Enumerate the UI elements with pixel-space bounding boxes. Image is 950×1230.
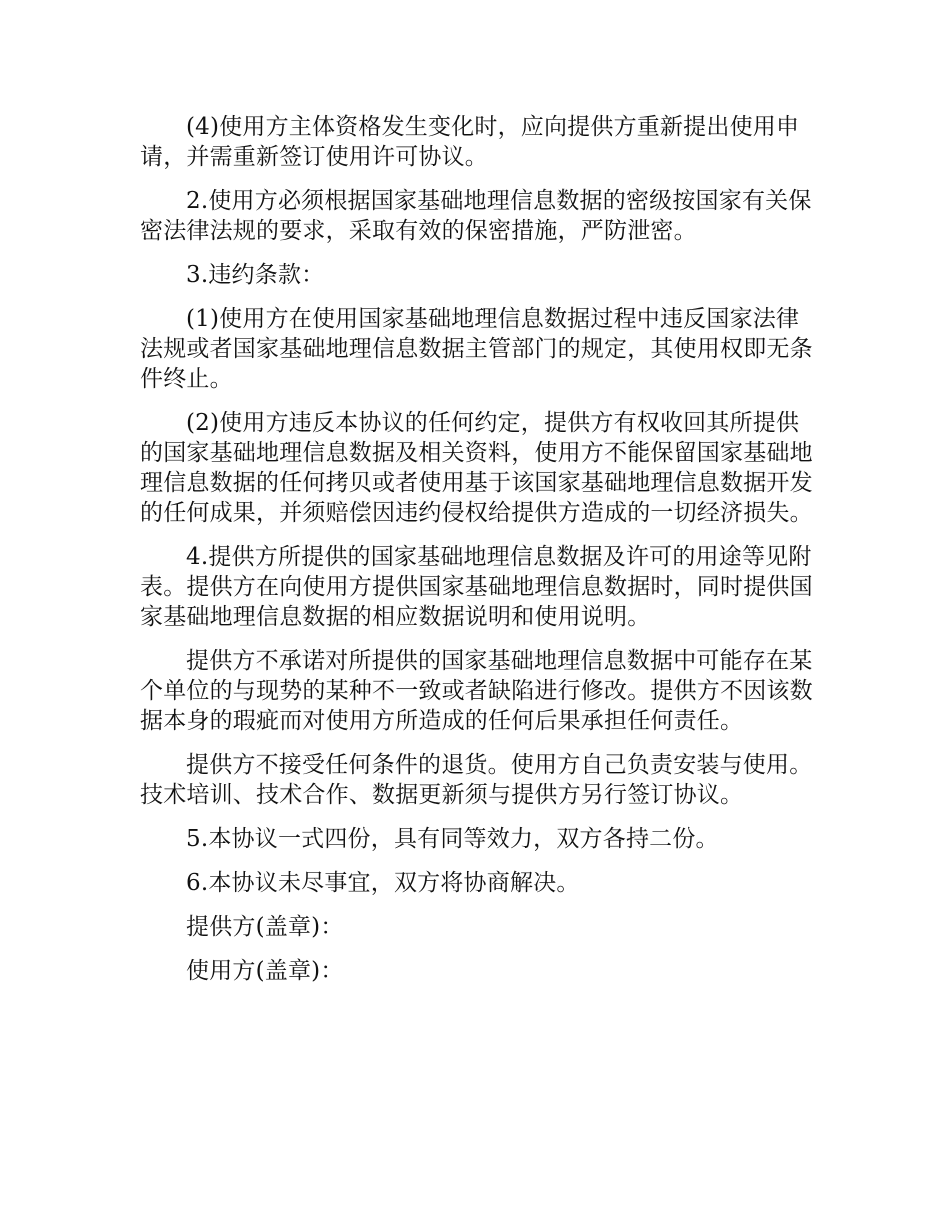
provider-seal-line: 提供方(盖章)： (186, 914, 344, 940)
user-seal-line: 使用方(盖章)： (186, 958, 344, 984)
no-return-paragraph: 提供方不接受任何条件的退货。使用方自己负责安装与使用。技术培训、技术合作、数据更新须与提供方另行签订协议。 (140, 752, 813, 808)
clause-3-2: (2)使用方违反本协议的任何约定，提供方有权收回其所提供的国家基础地理信息数据及相关资料，使用方不能保留国家基础地理信息数据的任何拷贝或者使用基于该国家基础地理信息数据开发的任何成果，并须赔偿因违约侵权给提供方造成的一切经济损失。 (140, 410, 813, 526)
clause-3-heading: 3.违约条款： (186, 262, 325, 288)
clause-2: 2.使用方必须根据国家基础地理信息数据的密级按国家有关保密法律法规的要求，采取有效的保密措施，严防泄密。 (140, 188, 812, 244)
clause-4: 4.提供方所提供的国家基础地理信息数据及许可的用途等见附表。提供方在向使用方提供国家基础地理信息数据时，同时提供国家基础地理信息数据的相应数据说明和使用说明。 (140, 544, 813, 630)
disclaimer-paragraph: 提供方不承诺对所提供的国家基础地理信息数据中可能存在某个单位的与现势的某种不一致或者缺陷进行修改。提供方不因该数据本身的瑕疵而对使用方所造成的任何后果承担任何责任。 (140, 648, 813, 734)
clause-3-1: (1)使用方在使用国家基础地理信息数据过程中违反国家法律法规或者国家基础地理信息数据主管部门的规定，其使用权即无条件终止。 (140, 306, 813, 392)
clause-5: 5.本协议一式四份，具有同等效力，双方各持二份。 (186, 826, 719, 852)
clause-4-4: (4)使用方主体资格发生变化时，应向提供方重新提出使用申请，并需重新签订使用许可协议。 (140, 114, 800, 170)
document-body (140, 112, 820, 1000)
clause-6: 6.本协议未尽事宜，双方将协商解决。 (186, 870, 580, 896)
